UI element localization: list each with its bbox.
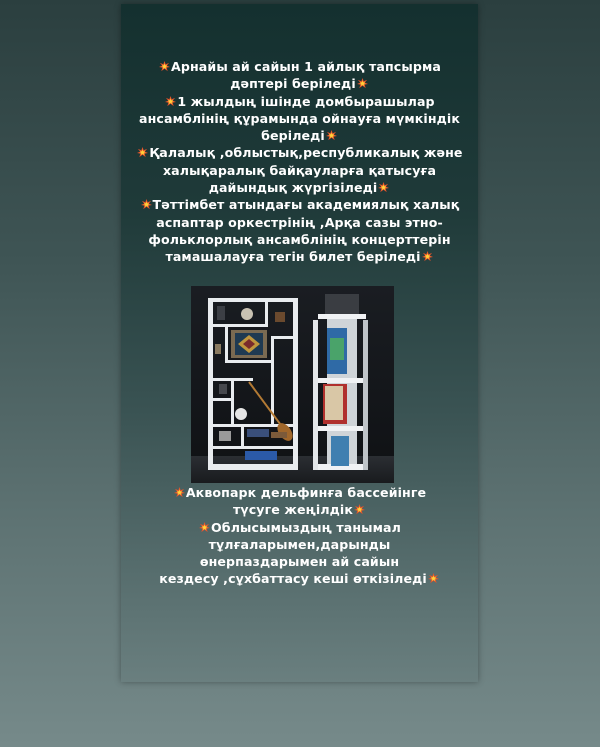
text-line-content: Қалалық ,облыстық,республикалық және [149,145,463,161]
bottom-text-block [121,484,478,588]
text-line-content: тамашалауға тегін билет беріледі [165,249,421,265]
text-line [121,93,478,110]
story-card [121,4,478,682]
collision-emoji-icon [165,96,176,107]
text-line-content: ансамблінің құрамында ойнауға мүмкіндік [139,110,460,126]
collision-emoji-icon [174,487,185,498]
text-line-content: Облысымыздың танымал [211,519,401,535]
text-line [121,214,478,231]
collision-emoji-icon [357,78,368,89]
text-line-content: беріледі [261,128,325,144]
collision-emoji-icon [428,573,439,584]
top-text-block [121,58,478,266]
text-line [121,519,478,536]
text-line [121,501,478,518]
text-line-content: 1 жылдың ішінде домбырашылар [177,93,435,109]
text-line [121,536,478,553]
text-line-content: фольклорлық ансамблінің концерттерін [148,231,451,247]
text-line-content: кездесу ,сұхбаттасу кеші өткізіледі [159,571,427,587]
text-line-content: тұлғаларымен,дарынды [208,536,391,552]
collision-emoji-icon [422,251,433,262]
collision-emoji-icon [199,522,210,533]
text-line-content: аспаптар оркестрінің ,Арқа сазы этно- [156,214,443,230]
text-line [121,231,478,248]
bookshelf-photo [191,286,394,483]
text-line [121,75,478,92]
text-line-content: Арнайы ай сайын 1 айлық тапсырма [171,59,441,74]
text-line [121,127,478,144]
text-line [121,248,478,265]
collision-emoji-icon [354,504,365,515]
text-line [121,553,478,570]
collision-emoji-icon [141,199,152,210]
text-line [121,196,478,213]
text-line [121,484,478,501]
collision-emoji-icon [137,147,148,158]
collision-emoji-icon [326,130,337,141]
text-line-content: Тәттімбет атындағы академиялық халық [152,197,460,213]
text-line [121,110,478,127]
collision-emoji-icon [159,61,170,72]
text-line-content: дәптері беріледі [230,76,356,92]
text-line [121,179,478,196]
text-line [121,144,478,161]
text-line-content: дайындық жүргізіледі [208,180,378,196]
text-line-content: Аквопарк дельфинға бассейінге [185,485,427,500]
text-line-content: өнерпаздарымен ай сайын [199,554,400,570]
text-line [121,570,478,587]
text-line-content: халықаралық байқауларға қатысуға [162,162,437,178]
text-line [121,58,478,75]
text-line-content: түсуге жеңілдік [232,502,353,518]
text-line [121,162,478,179]
collision-emoji-icon [378,182,389,193]
